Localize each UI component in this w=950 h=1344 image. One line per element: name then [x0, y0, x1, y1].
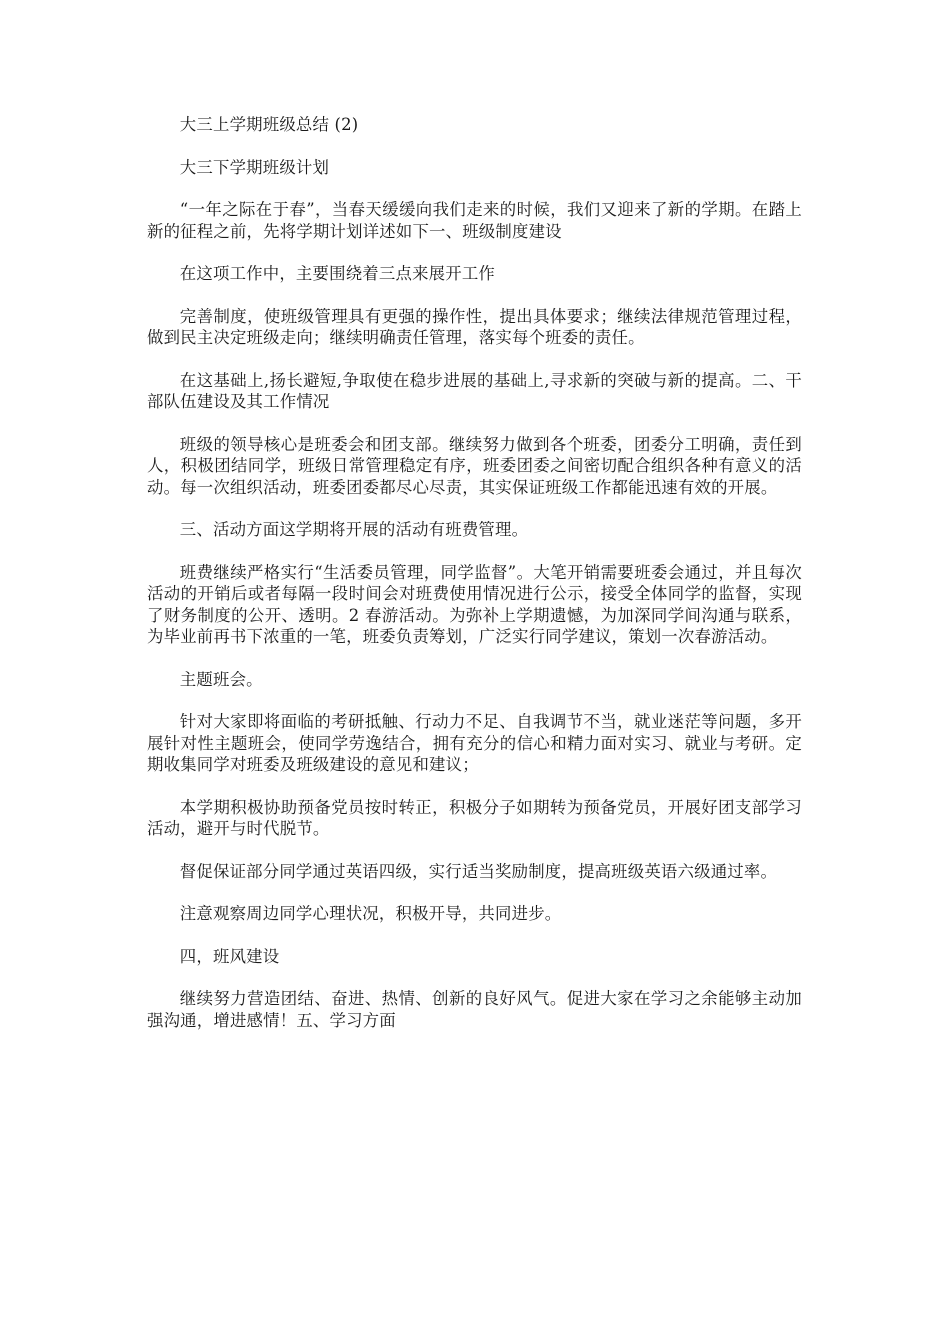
- paragraph-english: 督促保证部分同学通过英语四级，实行适当奖励制度，提高班级英语六级通过率。: [179, 861, 778, 881]
- paragraph-focus: 在这项工作中，主要围绕着三点来展开工作: [179, 264, 496, 283]
- paragraph-title-plan: 大三下学期班级计划: [179, 157, 330, 177]
- document-body: [147, 114, 802, 1052]
- paragraph-leadership: 班级的领导核心是班委会和团支部。继续努力做到各个班委，团委分工明确，责任到人，积极团结同学，班级日常管理稳定有序，班委团委之间密切配合组织各种有意义的活动。每一次组织活动，班委团委都尽心尽责，其实保证班级工作都能迅速有效的开展。: [147, 434, 802, 497]
- paragraph-party-members: 本学期积极协助预备党员按时转正，积极分子如期转为预备党员，开展好团支部学习活动，避开与时代脱节。: [147, 797, 802, 838]
- paragraph-atmosphere: 继续努力营造团结、奋进、热情、创新的良好风气。促进大家在学习之余能够主动加强沟通，增进感情！五、学习方面: [147, 989, 802, 1030]
- paragraph-system: 完善制度，使班级管理具有更强的操作性，提出具体要求；继续法律规范管理过程，做到民主决定班级走向；继续明确责任管理，落实每个班委的责任。: [147, 306, 802, 347]
- paragraph-psychology: 注意观察周边同学心理状况，积极开导，共同进步。: [179, 904, 562, 923]
- paragraph-title-summary: 大三上学期班级总结 (2): [179, 115, 359, 134]
- paragraph-class-fee: 班费继续严格实行“生活委员管理，同学监督”。大笔开销需要班委会通过，并且每次活动的开销后或者每隔一段时间会对班费使用情况进行公示，接受全体同学的监督，实现了财务制度的公开、透明。2 春游活动。为弥补上学期遗憾，为加深同学间沟通与联系，为毕业前再书下浓重的一笔，班委负责筹划，广泛实行同学建议，策划一次春游活动。: [147, 562, 802, 646]
- paragraph-activities: 三、活动方面这学期将开展的活动有班费管理。: [179, 520, 529, 539]
- paragraph-theme-meeting: 主题班会。: [179, 669, 263, 689]
- paragraph-class-style: 四，班风建设: [179, 946, 280, 966]
- paragraph-intro: “一年之际在于春”，当春天缓缓向我们走来的时候，我们又迎来了新的学期。在踏上新的征程之前，先将学期计划详述如下一、班级制度建设: [147, 200, 802, 241]
- paragraph-theme-meeting-detail: 针对大家即将面临的考研抵触、行动力不足、自我调节不当，就业迷茫等问题，多开展针对性主题班会，使同学劳逸结合，拥有充分的信心和精力面对实习、就业与考研。定期收集同学对班委及班级建设的意见和建议；: [147, 712, 802, 774]
- paragraph-basis: 在这基础上,扬长避短,争取使在稳步进展的基础上,寻求新的突破与新的提高。二、干部队伍建设及其工作情况: [147, 370, 802, 411]
